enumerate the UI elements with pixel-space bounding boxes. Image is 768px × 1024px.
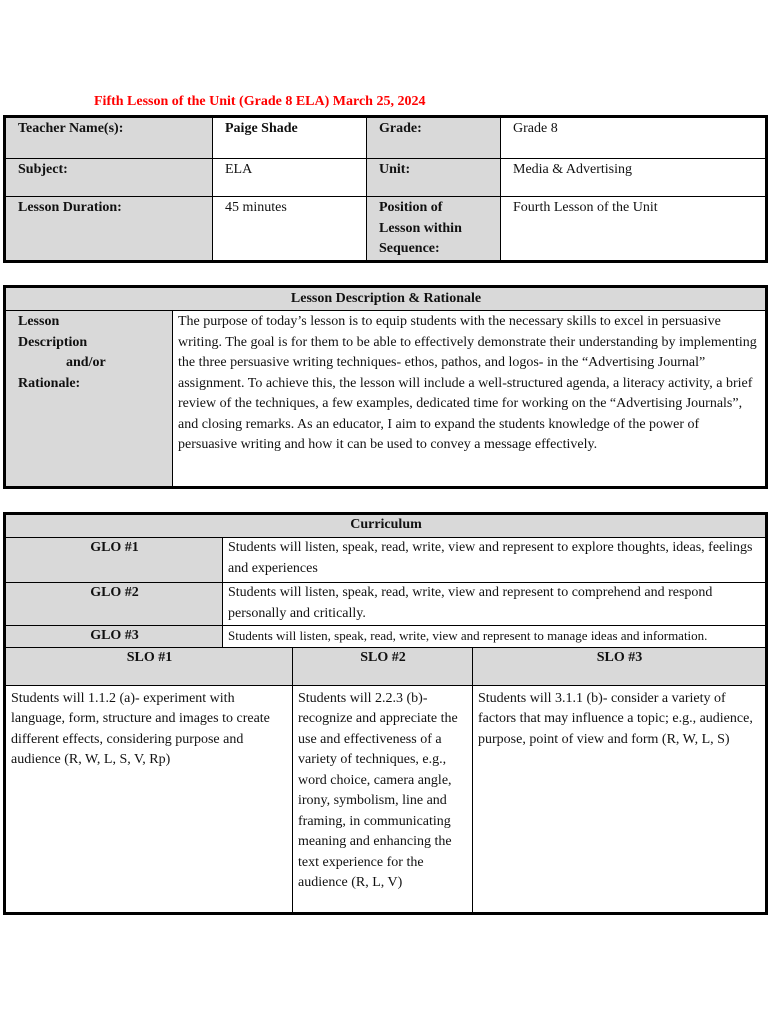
slo-label: SLO #2: [293, 647, 473, 685]
description-label-line: Rationale:: [18, 375, 81, 391]
slo-text: Students will 1.1.2 (a)- experiment with language, form, structure and images to create different effects, considering purpose and audience (R, W, L, S, V, Rp): [5, 685, 293, 914]
subject-label: Subject:: [5, 159, 213, 197]
description-text: The purpose of today’s lesson is to equip students with the necessary skills to excel in persuasive writing. The goal is for them to be able to effectively demonstrate their understanding by implementing the three persuasive writing techniques- ethos, pathos, and logos- in the “Advertising Journal” assignment. To achieve this, the lesson will include a well-structured agenda, a literacy activity, a brief review of the techniques, a few examples, dedicated time for working on the “Advertising Journals”, and closing remarks. As an educator, I aim to expand the students knowledge of the power of persuasive writing and how it can be used to convey a message effectively.: [173, 311, 767, 488]
glo-label: GLO #1: [5, 538, 223, 583]
slo-text: Students will 2.2.3 (b)- recognize and appreciate the use and effectiveness of a variety of techniques, e.g., word choice, camera angle, irony, symbolism, line and framing, in communicating meaning and enhancing the text experience for the audience (R, L, V): [293, 685, 473, 914]
teacher-value: Paige Shade: [213, 117, 367, 159]
slo-label: SLO #1: [5, 647, 293, 685]
teacher-label: Teacher Name(s):: [5, 117, 213, 159]
glo-text: Students will listen, speak, read, write, view and represent to explore thoughts, ideas, feelings and experiences: [223, 538, 767, 583]
glo-text: Students will listen, speak, read, write, view and represent to manage ideas and information.: [223, 626, 767, 648]
unit-value: Media & Advertising: [501, 159, 767, 197]
curriculum-table: [3, 512, 768, 915]
description-label-line: Lesson: [18, 314, 60, 329]
position-value: Fourth Lesson of the Unit: [501, 197, 767, 262]
description-label: [5, 311, 173, 488]
document-title: Fifth Lesson of the Unit (Grade 8 ELA) March 25, 2024: [94, 94, 426, 109]
description-table: [3, 285, 768, 489]
lesson-info-table: [3, 115, 768, 263]
position-label: [367, 197, 501, 262]
duration-value: 45 minutes: [213, 197, 367, 262]
curriculum-header: Curriculum: [5, 514, 767, 538]
description-label-line: and/or: [66, 355, 106, 370]
glo-label: GLO #2: [5, 583, 223, 626]
duration-label: Lesson Duration:: [5, 197, 213, 262]
glo-label: GLO #3: [5, 626, 223, 648]
subject-value: ELA: [213, 159, 367, 197]
position-label-line: Sequence:: [379, 241, 440, 256]
slo-text: Students will 3.1.1 (b)- consider a variety of factors that may influence a topic; e.g., audience, purpose, point of view and form (R, W, L, S): [473, 685, 767, 914]
glo-text: Students will listen, speak, read, write, view and represent to comprehend and respond personally and critically.: [223, 583, 767, 626]
slo-label: SLO #3: [473, 647, 767, 685]
position-label-line: Position of: [379, 200, 443, 215]
unit-label: Unit:: [367, 159, 501, 197]
description-label-line: Description: [18, 334, 88, 350]
position-label-line: Lesson within: [379, 220, 462, 236]
grade-label: Grade:: [367, 117, 501, 159]
grade-value: Grade 8: [501, 117, 767, 159]
description-header: Lesson Description & Rationale: [5, 287, 767, 311]
